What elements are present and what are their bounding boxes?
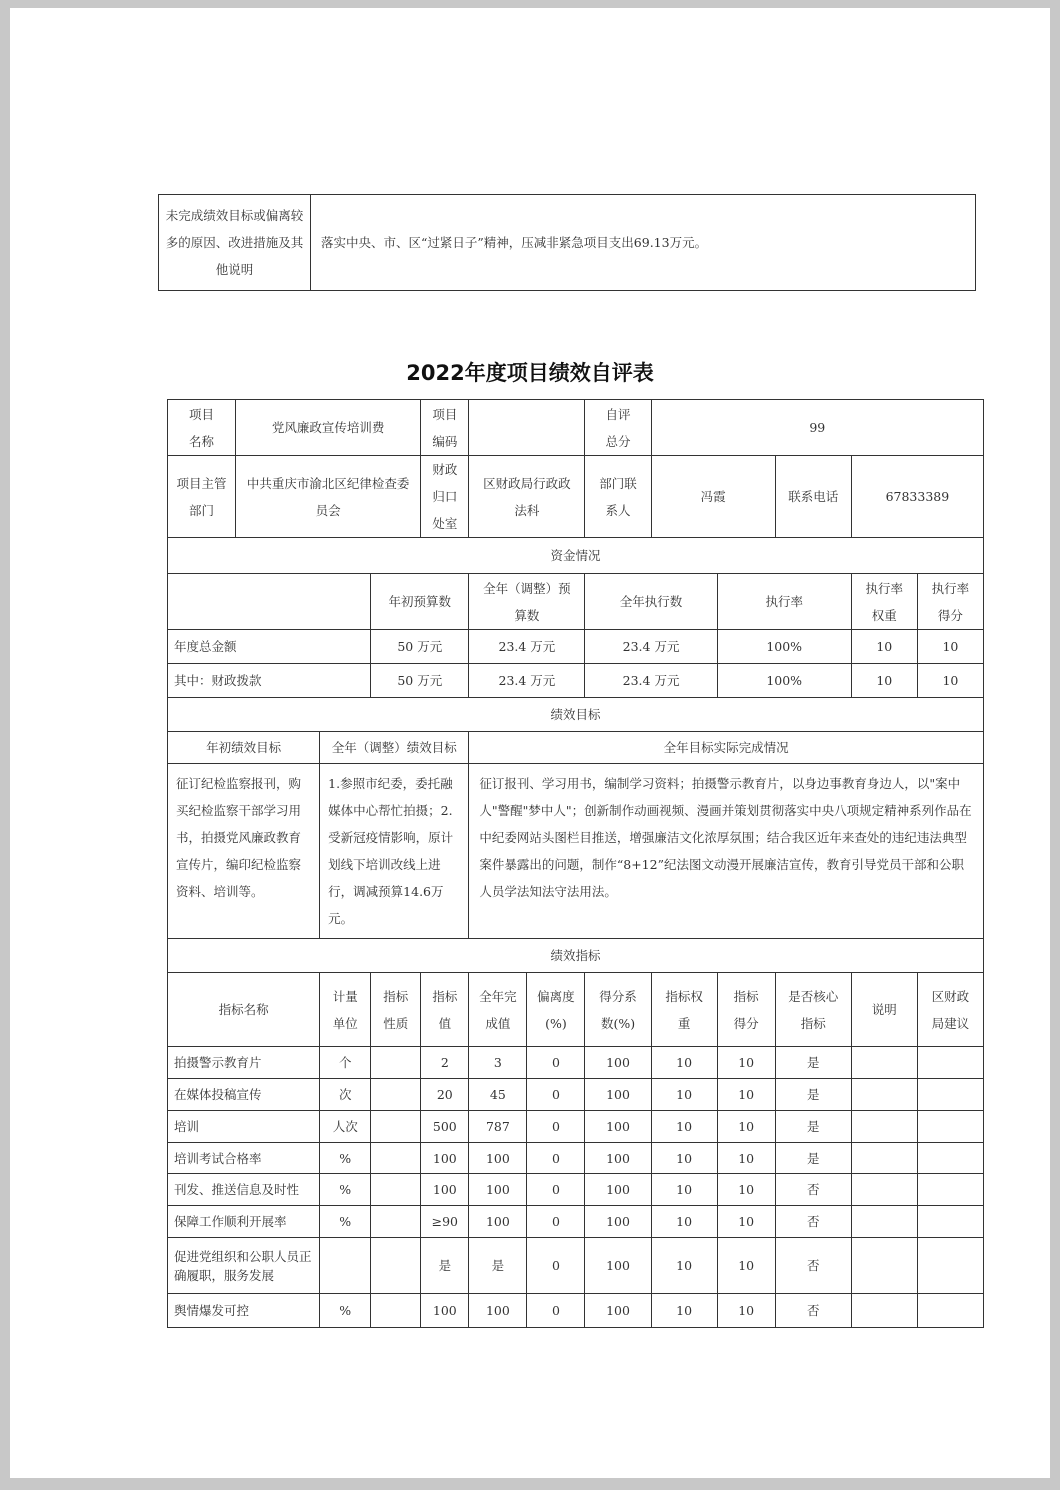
ind-value: 500 [421,1111,469,1143]
ind-header-score: 指标得分 [717,973,775,1047]
ind-note [851,1206,917,1238]
indicator-rows [168,1047,984,1328]
table-row [168,1294,984,1328]
ind-core: 是 [775,1047,851,1079]
project-code [469,400,585,456]
ind-name: 在媒体投稿宣传 [168,1079,320,1111]
ind-weight: 10 [651,1238,717,1294]
ind-score: 10 [717,1111,775,1143]
ind-unit: 个 [320,1047,371,1079]
funds-header-executed: 全年执行数 [585,574,717,630]
ind-coefficient: 100 [585,1079,651,1111]
ind-coefficient: 100 [585,1238,651,1294]
funds-header-rate: 执行率 [717,574,851,630]
ind-core: 否 [775,1238,851,1294]
project-name: 党风廉政宣传培训费 [236,400,421,456]
funds-row-label: 年度总金额 [168,630,371,664]
ind-header-coefficient: 得分系数(%) [585,973,651,1047]
ind-nature [371,1047,421,1079]
ind-deviation: 0 [527,1294,585,1328]
ind-header-unit: 计量单位 [320,973,371,1047]
funds-section-header: 资金情况 [168,538,984,574]
ind-completed: 100 [469,1174,527,1206]
ind-coefficient: 100 [585,1174,651,1206]
ind-unit [320,1238,371,1294]
ind-weight: 10 [651,1079,717,1111]
table-row [168,1111,984,1143]
goals-header-adjusted: 全年（调整）绩效目标 [320,732,469,764]
goals-header-initial: 年初绩效目标 [168,732,320,764]
funds-header-initial: 年初预算数 [371,574,469,630]
ind-nature [371,1206,421,1238]
ind-weight: 10 [651,1174,717,1206]
ind-value: ≥90 [421,1206,469,1238]
ind-coefficient: 100 [585,1206,651,1238]
page-title: 2022年度项目绩效自评表 [406,361,654,385]
funds-row-initial: 50 万元 [371,630,469,664]
info-row-1 [168,400,984,456]
ind-score: 10 [717,1047,775,1079]
goals-initial-text: 征订纪检监察报刊，购买纪检监察干部学习用书，拍摄党风廉政教育宣传片，编印纪检监察资料、培训等。 [168,764,320,939]
ind-header-note: 说明 [851,973,917,1047]
document-page [10,8,1050,1478]
ind-core: 否 [775,1206,851,1238]
ind-value: 是 [421,1238,469,1294]
finance-office-label: 财政归口处室 [421,456,469,538]
ind-deviation: 0 [527,1238,585,1294]
ind-name: 培训考试合格率 [168,1143,320,1174]
funds-row-initial: 50 万元 [371,664,469,698]
ind-header-deviation: 偏离度(%) [527,973,585,1047]
goals-actual-text: 征订报刊、学习用书，编制学习资料；拍摄警示教育片，以身边事教育身边人，以"案中人"警醒"梦中人"；创新制作动画视频、漫画并策划贯彻落实中央八项规定精神系列作品在中纪委网站头图栏目推送，增强廉洁文化浓厚氛围；结合我区近年来查处的违纪违法典型案件暴露出的问题，制作“8+12”纪法图文动漫开展廉洁宣传，教育引导党员干部和公职人员学法知法守法用法。 [469,764,984,939]
ind-note [851,1047,917,1079]
funds-header-row [168,574,984,630]
funds-row-weight: 10 [851,630,917,664]
table-row [168,1079,984,1111]
ind-name: 培训 [168,1111,320,1143]
ind-name: 刊发、推送信息及时性 [168,1174,320,1206]
performance-table [167,399,984,1328]
contact-label: 部门联系人 [585,456,651,538]
ind-nature [371,1238,421,1294]
ind-coefficient: 100 [585,1047,651,1079]
funds-row-executed: 23.4 万元 [585,664,717,698]
ind-deviation: 0 [527,1111,585,1143]
ind-suggestion [917,1143,983,1174]
funds-row-rate: 100% [717,664,851,698]
phone-number: 67833389 [851,456,983,538]
ind-completed: 是 [469,1238,527,1294]
ind-unit: % [320,1143,371,1174]
ind-suggestion [917,1294,983,1328]
phone-label: 联系电话 [775,456,851,538]
ind-value: 20 [421,1079,469,1111]
table-row [168,1238,984,1294]
dept-name: 中共重庆市渝北区纪律检查委员会 [236,456,421,538]
ind-note [851,1294,917,1328]
funds-row-fiscal [168,664,984,698]
funds-row-score: 10 [917,630,983,664]
ind-unit: % [320,1206,371,1238]
goals-header-row [168,732,984,764]
contact-name: 冯霞 [651,456,775,538]
ind-suggestion [917,1174,983,1206]
table-row [168,1143,984,1174]
ind-nature [371,1294,421,1328]
ind-deviation: 0 [527,1143,585,1174]
ind-core: 否 [775,1294,851,1328]
ind-deviation: 0 [527,1206,585,1238]
goals-section-header: 绩效目标 [168,698,984,732]
dept-label: 项目主管部门 [168,456,236,538]
ind-value: 100 [421,1143,469,1174]
indicators-header-row [168,973,984,1047]
ind-header-nature: 指标性质 [371,973,421,1047]
ind-name: 拍摄警示教育片 [168,1047,320,1079]
ind-completed: 100 [469,1206,527,1238]
ind-header-value: 指标值 [421,973,469,1047]
ind-completed: 100 [469,1294,527,1328]
ind-deviation: 0 [527,1174,585,1206]
ind-nature [371,1174,421,1206]
ind-completed: 100 [469,1143,527,1174]
funds-row-executed: 23.4 万元 [585,630,717,664]
funds-row-total [168,630,984,664]
funds-header-adjusted: 全年（调整）预算数 [469,574,585,630]
ind-core: 是 [775,1143,851,1174]
ind-nature [371,1079,421,1111]
ind-score: 10 [717,1294,775,1328]
funds-row-weight: 10 [851,664,917,698]
funds-header-blank [168,574,371,630]
info-row-2 [168,456,984,538]
ind-unit: % [320,1294,371,1328]
self-score-label: 自评总分 [585,400,651,456]
ind-suggestion [917,1047,983,1079]
table-row [168,1174,984,1206]
ind-completed: 45 [469,1079,527,1111]
ind-note [851,1079,917,1111]
funds-header-weight: 执行率权重 [851,574,917,630]
goals-adjusted-text: 1.参照市纪委，委托融媒体中心帮忙拍摄；2.受新冠疫情影响，原计划线下培训改线上进行，调减预算14.6万元。 [320,764,469,939]
ind-note [851,1238,917,1294]
reason-table [158,194,976,291]
ind-deviation: 0 [527,1047,585,1079]
ind-unit: % [320,1174,371,1206]
funds-header-score: 执行率得分 [917,574,983,630]
self-score: 99 [651,400,983,456]
ind-nature [371,1143,421,1174]
ind-score: 10 [717,1206,775,1238]
ind-score: 10 [717,1079,775,1111]
funds-row-adjusted: 23.4 万元 [469,664,585,698]
goals-header-actual: 全年目标实际完成情况 [469,732,984,764]
ind-suggestion [917,1206,983,1238]
funds-row-label: 其中：财政拨款 [168,664,371,698]
ind-weight: 10 [651,1294,717,1328]
ind-value: 100 [421,1174,469,1206]
ind-score: 10 [717,1174,775,1206]
funds-row-rate: 100% [717,630,851,664]
ind-suggestion [917,1111,983,1143]
ind-value: 2 [421,1047,469,1079]
indicators-section-header: 绩效指标 [168,939,984,973]
ind-name: 舆情爆发可控 [168,1294,320,1328]
ind-coefficient: 100 [585,1294,651,1328]
ind-suggestion [917,1079,983,1111]
table-row [168,1206,984,1238]
ind-unit: 人次 [320,1111,371,1143]
ind-name: 保障工作顺利开展率 [168,1206,320,1238]
finance-office: 区财政局行政政法科 [469,456,585,538]
ind-coefficient: 100 [585,1143,651,1174]
ind-completed: 787 [469,1111,527,1143]
ind-weight: 10 [651,1047,717,1079]
ind-score: 10 [717,1143,775,1174]
ind-unit: 次 [320,1079,371,1111]
funds-row-adjusted: 23.4 万元 [469,630,585,664]
ind-deviation: 0 [527,1079,585,1111]
reason-label: 未完成绩效目标或偏离较多的原因、改进措施及其他说明 [159,195,311,291]
table-row [168,1047,984,1079]
ind-nature [371,1111,421,1143]
funds-row-score: 10 [917,664,983,698]
reason-content: 落实中央、市、区“过紧日子”精神，压减非紧急项目支出69.13万元。 [311,195,976,291]
ind-header-suggestion: 区财政局建议 [917,973,983,1047]
project-name-label: 项目名称 [168,400,236,456]
ind-header-core: 是否核心指标 [775,973,851,1047]
ind-core: 否 [775,1174,851,1206]
ind-value: 100 [421,1294,469,1328]
ind-score: 10 [717,1238,775,1294]
ind-weight: 10 [651,1143,717,1174]
ind-note [851,1143,917,1174]
ind-name: 促进党组织和公职人员正确履职，服务发展 [168,1238,320,1294]
ind-core: 是 [775,1079,851,1111]
ind-header-name: 指标名称 [168,973,320,1047]
project-code-label: 项目编码 [421,400,469,456]
ind-completed: 3 [469,1047,527,1079]
ind-note [851,1174,917,1206]
ind-weight: 10 [651,1206,717,1238]
ind-header-weight: 指标权重 [651,973,717,1047]
ind-suggestion [917,1238,983,1294]
ind-note [851,1111,917,1143]
ind-core: 是 [775,1111,851,1143]
goals-content-row [168,764,984,939]
ind-coefficient: 100 [585,1111,651,1143]
ind-weight: 10 [651,1111,717,1143]
ind-header-completed: 全年完成值 [469,973,527,1047]
